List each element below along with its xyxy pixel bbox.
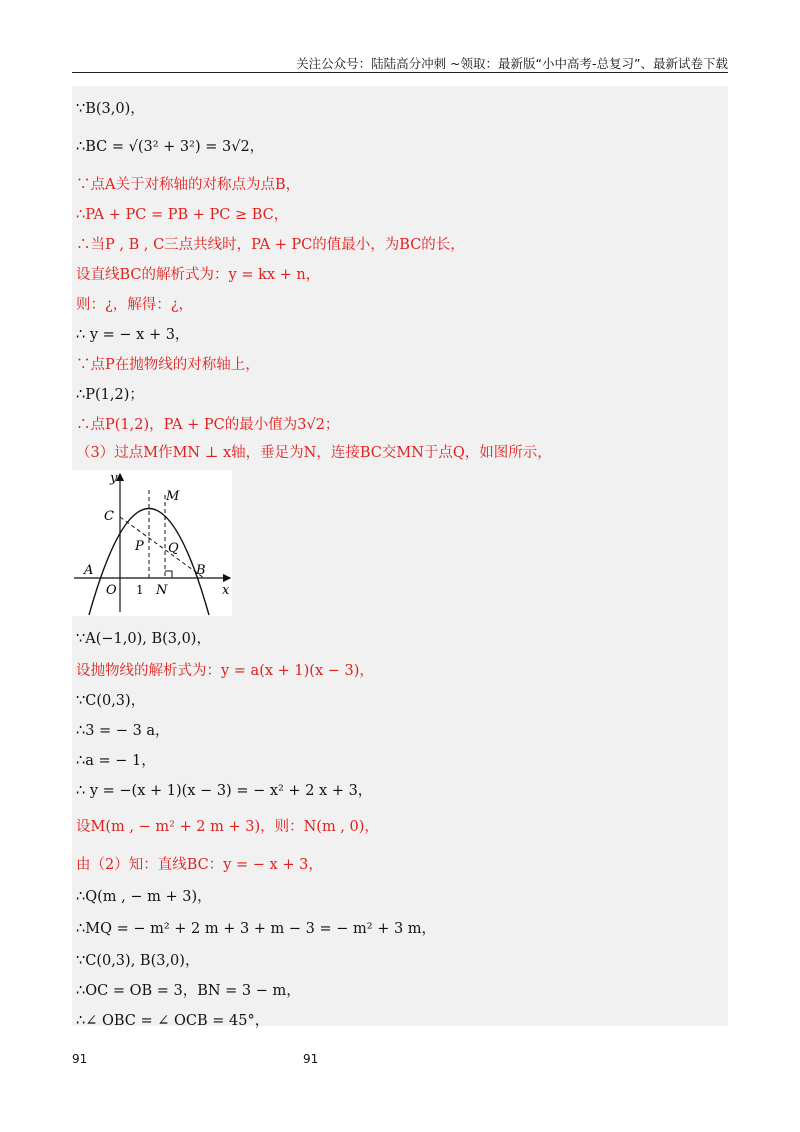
- solution-line: 设M(m , − m² + 2 m + 3)，则：N(m , 0)，: [76, 819, 379, 835]
- label-c: C: [104, 509, 114, 524]
- label-o: O: [106, 583, 117, 598]
- parabola-figure: [72, 470, 232, 616]
- footer-page-number-left: 91: [72, 1052, 88, 1066]
- solution-line: ∴当P , B , C三点共线时，PA + PC的值最小，为BC的长，: [76, 237, 465, 253]
- solution-line: ∴Q(m , − m + 3)，: [76, 889, 212, 905]
- solution-line: ∴MQ = − m² + 2 m + 3 + m − 3 = − m² + 3 m，: [76, 921, 437, 937]
- solution-line: 设抛物线的解析式为：y = a(x + 1)(x − 3)，: [76, 663, 374, 679]
- solution-line: ∴P(1,2)；: [76, 387, 144, 403]
- label-one: 1: [136, 583, 144, 597]
- solution-line: ∴a = − 1，: [76, 753, 156, 769]
- solution-line: 设直线BC的解析式为：y = kx + n，: [76, 267, 321, 283]
- solution-line: ∴3 = − 3 a，: [76, 723, 170, 739]
- label-n: N: [156, 583, 168, 598]
- solution-line: ∴BC = √(3² + 3²) = 3√2，: [76, 139, 265, 155]
- segment-cb: [120, 517, 204, 578]
- solution-line: ∴ y = − x + 3，: [76, 327, 190, 343]
- solution-line: ∴点P(1,2)，PA + PC的最小值为3√2；: [76, 417, 340, 433]
- solution-content: [72, 86, 728, 1029]
- page-header: [72, 54, 728, 72]
- header-rule: [72, 72, 728, 73]
- solution-line: ∴OC = OB = 3，BN = 3 − m，: [76, 983, 301, 999]
- header-text: 关注公众号：陆陆高分冲刺 ~领取：最新版“小中高考-总复习”、最新试卷下载: [296, 56, 728, 71]
- solution-line: ∵B(3,0)，: [76, 101, 145, 117]
- label-b: B: [196, 563, 206, 578]
- footer-page-number-center: 91: [303, 1052, 319, 1066]
- solution-line: （3）过点M作MN ⊥ x轴，垂足为N，连接BC交MN于点Q，如图所示，: [76, 445, 552, 461]
- solution-line: ∵C(0,3)，: [76, 693, 146, 709]
- solution-line: 则：¿，解得：¿，: [76, 297, 194, 313]
- solution-line: ∵A(−1,0), B(3,0)，: [76, 631, 211, 647]
- solution-line: ∴∠ OBC = ∠ OCB = 45°，: [76, 1013, 270, 1029]
- label-x: x: [222, 583, 230, 598]
- solution-line: 由（2）知：直线BC：y = − x + 3，: [76, 857, 323, 873]
- solution-line: ∵C(0,3), B(3,0)，: [76, 953, 200, 969]
- solution-line: ∴PA + PC = PB + PC ≥ BC，: [76, 207, 289, 223]
- parabola-diagram: [72, 470, 232, 616]
- label-p: P: [135, 539, 144, 554]
- solution-line: ∵点A关于对称轴的对称点为点B，: [76, 177, 301, 193]
- label-y: y: [110, 471, 118, 486]
- label-a: A: [84, 563, 94, 578]
- label-q: Q: [168, 541, 179, 556]
- solution-line: ∵点P在抛物线的对称轴上，: [76, 357, 260, 373]
- solution-line: ∴ y = −(x + 1)(x − 3) = − x² + 2 x + 3，: [76, 783, 373, 799]
- label-m: M: [166, 489, 180, 504]
- right-angle-mark: [165, 571, 172, 578]
